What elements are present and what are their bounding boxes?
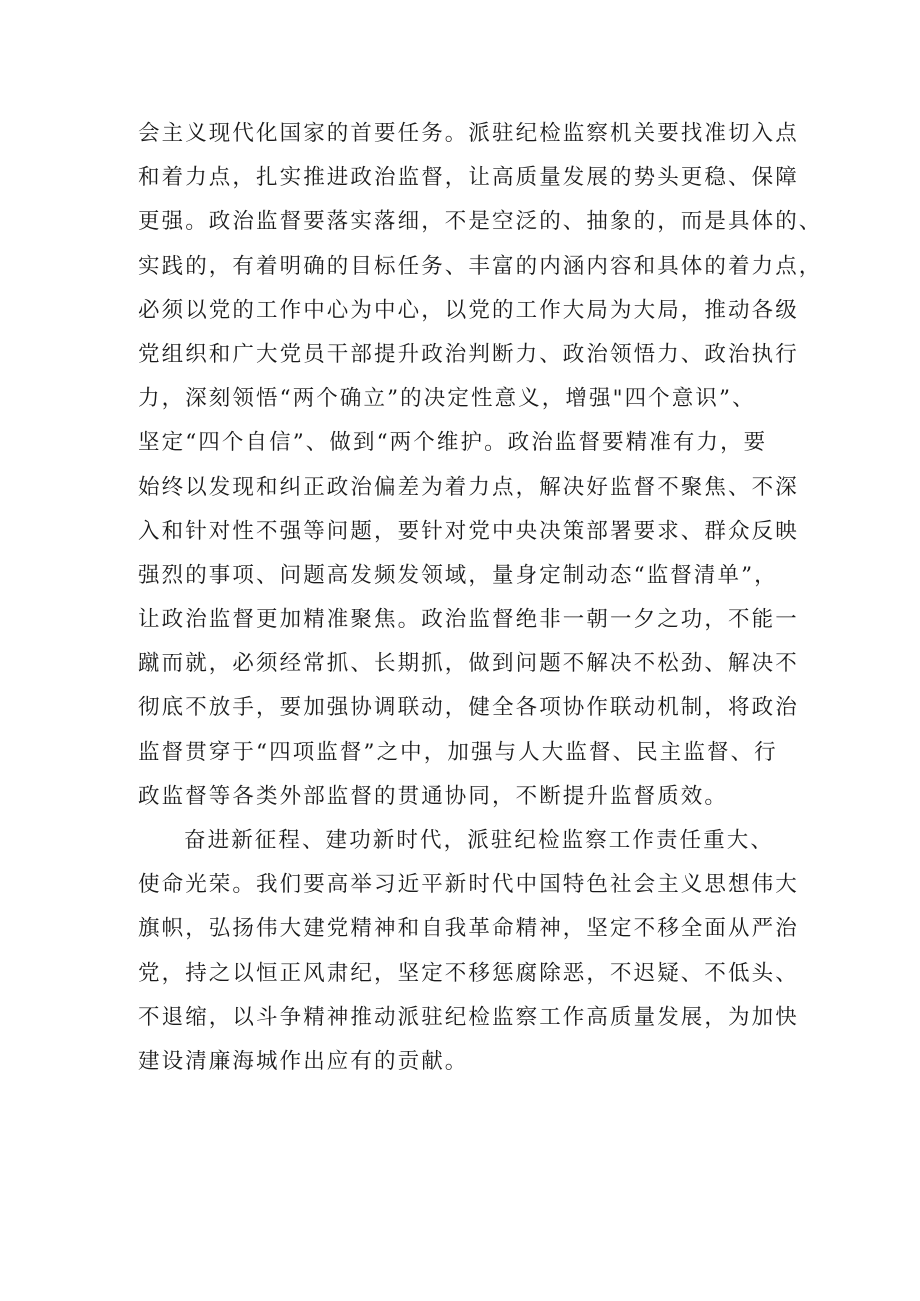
text-line: 建设清廉海城作出应有的贡献。 <box>138 1048 469 1074</box>
text-line: 旗帜，弘扬伟大建党精神和自我革命精神，坚定不移全面从严治 <box>138 916 799 942</box>
text-line: 不退缩，以斗争精神推动派驻纪检监察工作高质量发展，为加快 <box>138 1004 799 1030</box>
text-line: 和着力点，扎实推进政治监督，让高质量发展的势头更稳、保障 <box>138 165 799 191</box>
text-line: 强烈的事项、问题高发频发领域，量身定制动态“监督清单”， <box>138 562 778 588</box>
text-line-indented: 奋进新征程、建功新时代，派驻纪检监察工作责任重大、 <box>184 828 775 853</box>
text-line: 坚定“四个自信”、做到“两个维护。政治监督要精准有力，要 <box>138 430 768 456</box>
text-line: 监督贯穿于“四项监督”之中，加强与人大监督、民主监督、行 <box>138 739 778 765</box>
text-line: 会主义现代化国家的首要任务。派驻纪检监察机关要找准切入点 <box>138 121 799 146</box>
text-line: 入和针对性不强等问题，要针对党中央决策部署要求、群众反映 <box>138 518 799 544</box>
text-line: 蹴而就，必须经常抓、长期抓，做到问题不解决不松劲、解决不 <box>138 651 799 677</box>
paragraph-2 <box>138 819 838 1084</box>
text-line: 党组织和广大党员干部提升政治判断力、政治领悟力、政治执行 <box>138 341 799 367</box>
text-line: 力，深刻领悟“两个确立”的决定性意义，增强"四个意识”、 <box>138 386 756 412</box>
document-body <box>138 112 838 1084</box>
text-line: 必须以党的工作中心为中心，以党的工作大局为大局，推动各级 <box>138 297 799 323</box>
text-line: 让政治监督更加精准聚焦。政治监督绝非一朝一夕之功，不能一 <box>138 607 799 633</box>
paragraph-1 <box>138 112 838 819</box>
text-line: 更强。政治监督要落实落细，不是空泛的、抽象的，而是具体的、 <box>138 209 823 235</box>
text-line: 使命光荣。我们要高举习近平新时代中国特色社会主义思想伟大 <box>138 872 799 898</box>
text-line: 彻底不放手，要加强协调联动，健全各项协作联动机制，将政治 <box>138 695 799 721</box>
text-line: 始终以发现和纠正政治偏差为着力点，解决好监督不聚焦、不深 <box>138 474 799 500</box>
text-line: 党，持之以恒正风肃纪，坚定不移惩腐除恶，不迟疑、不低头、 <box>138 960 799 986</box>
text-line: 政监督等各类外部监督的贯通协同，不断提升监督质效。 <box>138 783 729 809</box>
text-line: 实践的，有着明确的目标任务、丰富的内涵内容和具体的着力点， <box>138 253 823 279</box>
